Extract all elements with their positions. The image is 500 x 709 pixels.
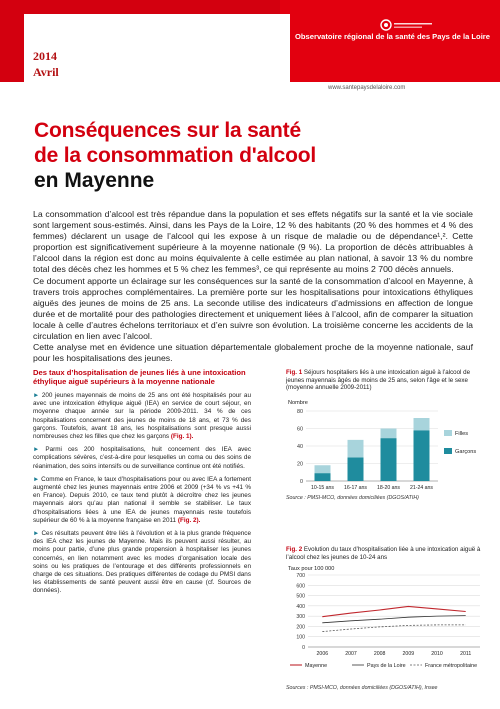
organization-name: Observatoire régional de la santé des Pays de la Loire [295,32,490,41]
legend-swatch [444,430,452,436]
legend-label: Pays de la Loire [367,663,406,670]
bar-filles [348,440,364,458]
figure-1-source: Source : PMSI-MCO, données domiciliées (DGOS/ATIH) [286,494,419,501]
website-link[interactable]: www.santepaysdelaloire.com [328,85,406,91]
figure-2-line-chart [286,563,491,685]
y-tick-label: 100 [296,634,305,641]
x-tick-label: 2007 [345,651,357,658]
figure-1 [286,369,491,501]
bullet-icon: ► [33,392,40,399]
x-tick-label: 21-24 ans [409,484,434,491]
figure-1-number: Fig. 1 [286,369,303,376]
x-tick-label: 2009 [402,651,415,658]
y-tick-label: 80 [297,408,303,415]
ors-logo-icon [380,18,434,32]
y-tick-label: 500 [296,593,305,600]
x-tick-label: 2006 [316,651,329,658]
bar-filles [381,428,397,438]
bar-garcons [315,473,331,481]
header-band-right [280,0,500,82]
bullet-icon: ► [33,530,40,538]
paragraph-text: Ces résultats peuvent être liés à l’évolution et à la plus grande fréquence des IEA chez les jeunes de Mayenne. Mais ils peuvent aussi résulter, au moins pour partie, d’une plus grande propension à hospitaliser les jeunes concernés, en lien notamment avec les modes d’organisation locale des soins ou les pratiques de l’entourage et des différents professionnels en charge de ces situations. Des pratiques différentes de codage du PMSI dans les établissements de santé peuvent aussi être en cause (cf. Sources de données). [33,530,251,595]
y-tick-label: 200 [296,624,305,631]
figure-2-caption-text: Evolution du taux d’hospitalisation liée à une intoxication aiguë à l’alcool chez les jeunes de 10-24 ans [286,546,481,561]
body-paragraph-1 [33,392,251,441]
figure-1-caption [286,369,486,392]
y-axis-label: Nombre [288,399,308,406]
x-tick-label: 2008 [373,651,386,658]
introduction [33,209,473,364]
y-tick-label: 400 [296,604,305,611]
title-line-3: en Mayenne [34,169,155,192]
intro-paragraph-3: Cette analyse met en évidence une situation départementale globalement proche de la moyenne nationale, sauf pour les hospitalisations des jeunes. [33,342,473,364]
figure-reference: (Fig. 2). [177,516,201,524]
series-line-1 [322,616,465,623]
series-line-2 [322,625,465,632]
bar-garcons [414,430,430,481]
x-tick-label: 16-17 ans [343,484,368,491]
publication-year: 2014 [33,49,57,63]
body-paragraph-4 [33,530,251,596]
body-paragraph-3 [33,476,251,525]
figure-1-caption-text: Séjours hospitaliers liés à une intoxication aiguë à l’alcool de jeunes mayennais âgés de moins de 25 ans, selon l’âge et le sexe (moyenne annuelle 2009-2011) [286,369,471,392]
paragraph-text: Parmi ces 200 hospitalisations, huit concernent des IEA avec complications sévères, c’est-à-dire pour lesquelles un coma ou des soins de réanimation, des soins intensifs ou de surveillance continue ont été notifiés. [33,446,251,470]
x-tick-label: 10-15 ans [310,484,335,491]
legend-label: Mayenne [305,663,328,670]
legend-label: Garçons [455,448,477,455]
bar-filles [315,465,331,473]
y-tick-label: 300 [296,614,305,621]
figure-2-source: Sources : PMSI-MCO, données domiciliées (DGOS/ATIH), Insee [286,685,438,692]
paragraph-text: Comme en France, le taux d’hospitalisations pour ou avec IEA a fortement augmenté chez les jeunes mayennais entre 2006 et 2009 (+34 % vs +41 % en France). Depuis 2010, ce taux tend plutôt à décroître chez les jeunes mayennais alors qu’au plan national il semble se stabiliser. Le taux d’hospitalisations liées à une IEA de jeunes mayennais reste toutefois supérieur de 60 % à la moyenne française en 2011 [33,475,252,524]
header-white-panel [24,14,290,110]
x-tick-label: 2010 [431,651,443,658]
legend-label: France métropolitaine [425,663,478,670]
cover-header [0,0,500,110]
x-tick-label: 2011 [460,651,472,658]
y-tick-label: 20 [297,461,303,468]
legend-swatch [444,448,452,454]
figure-2 [286,546,491,691]
paragraph-text: 200 jeunes mayennais de moins de 25 ans ont été hospitalisés pour au avec une intoxication éthylique aiguë (IEA) en service de court séjour, en moyenne chaque année sur la période 2009-2011. 34 % de ces hospitalisations concernent des jeunes de moins de 18 ans, et 73 % des garçons. Toutefois, avant 18 ans, les hospitalisations sont presque aussi nombreuses chez les filles que chez les garçons [33,392,251,441]
y-tick-label: 700 [296,573,305,580]
bar-filles [414,418,430,430]
document-title [34,118,474,194]
left-column [33,368,251,601]
x-tick-label: 18-20 ans [376,484,401,491]
series-line-0 [322,607,465,617]
section-heading: Des taux d’hospitalisation de jeunes liés à une intoxication éthylique aiguë supérieurs à la moyenne nationale [33,368,246,386]
figure-1-bar-chart [286,395,491,495]
y-tick-label: 60 [297,426,303,433]
y-tick-label: 40 [297,443,303,450]
figure-2-caption [286,546,486,561]
y-tick-label: 600 [296,583,305,590]
body-paragraph-2 [33,446,251,471]
y-axis-label: Taux pour 100 000 [288,566,335,573]
y-tick-label: 0 [302,645,305,652]
figure-2-number: Fig. 2 [286,546,303,553]
bar-garcons [381,438,397,481]
bullet-icon: ► [33,475,40,483]
title-line-1: Conséquences sur la santé [34,119,301,142]
figure-reference: (Fig. 1). [170,433,194,441]
intro-paragraph-2: Ce document apporte un éclairage sur les conséquences sur la santé de la consommation d’alcool en Mayenne, à travers trois approches complémentaires. La première porte sur les hospitalisations pour intoxications éthyliques aiguës des jeunes de moins de 25 ans. La seconde utilise des indicateurs d’admissions en affection de longue durée et de mortalité pour des pathologies directement et uniquement liées à l’alcool, afin de comparer la situation locale à celle d’autres échelons territoriaux et d’en suivre son évolution. La troisième concerne les accidents de la circulation en lien avec l’alcool. [33,275,473,342]
y-tick-label: 0 [300,478,303,485]
publication-month: Avril [33,65,59,79]
legend-label: Filles [455,430,469,437]
title-line-2: de la consommation d'alcool [34,144,316,167]
bar-garcons [348,457,364,481]
intro-paragraph-1: La consommation d’alcool est très répandue dans la population et ses effets négatifs sur la santé et la vie sociale sont largement sous-estimés. Ainsi, dans les Pays de la Loire, 12 % des habitants (20 % des hommes et 4 % des femmes) déclarent un usage de l’alcool qui les expose à un risque de maladie ou de dépendance¹,². Cette proportion est significativement supérieure à la moyenne nationale (9 %). La proportion de décès attribuables à l’alcool dans la région est donc au moins équivalente à celle estimée au plan national, à savoir 13 % du nombre total des décès chez les hommes et 5 % chez les femmes³, ce qui représente au moins 2 700 décès annuels. [33,209,473,275]
bullet-icon: ► [33,446,40,454]
